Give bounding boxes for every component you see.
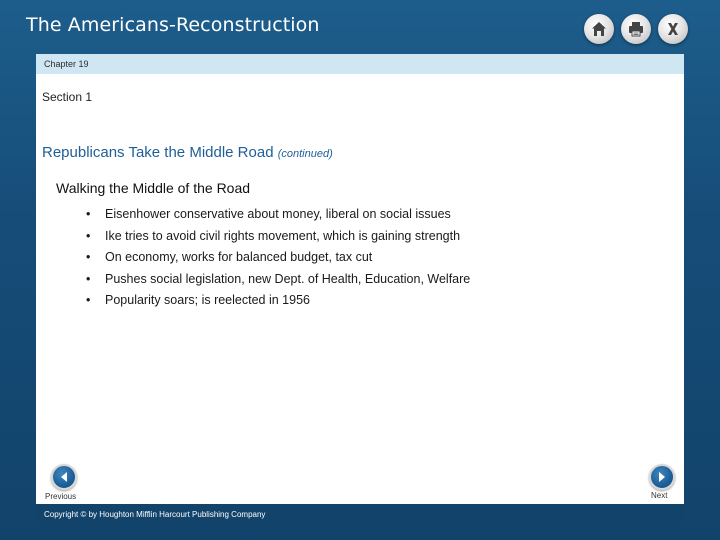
section-label: Section 1 [42,90,93,104]
copyright-bar [36,504,684,524]
bullet-item: • Eisenhower conservative about money, liberal on social issues [86,204,470,226]
app-title: The Americans-Reconstruction [26,14,320,36]
bullet-item: • Pushes social legislation, new Dept. of Health, Education, Welfare [86,269,470,291]
home-button[interactable] [584,14,614,44]
previous-label[interactable]: Previous [45,492,77,501]
close-button[interactable] [658,14,688,44]
chapter-label: Chapter 19 [44,59,89,69]
chapter-bar [36,54,684,74]
close-icon [664,20,682,38]
arrow-left-icon [58,471,70,483]
slide-heading-text: Republicans Take the Middle Road [42,144,274,161]
slide-subheading: Walking the Middle of the Road [56,180,251,196]
next-button[interactable] [649,464,675,490]
print-icon [627,20,645,38]
arrow-right-icon [656,471,668,483]
bullet-item: • Popularity soars; is reelected in 1956 [86,290,470,312]
bullet-item: • On economy, works for balanced budget, tax cut [86,247,470,269]
slide-heading-suffix: (continued) [277,148,333,160]
previous-button[interactable] [51,464,77,490]
next-label[interactable]: Next [651,491,668,500]
slide-content [36,74,684,504]
print-button[interactable] [621,14,651,44]
bullet-list [86,204,470,312]
top-toolbar [584,14,688,44]
copyright-text: Copyright © by Houghton Mifflin Harcourt Publishing Company [44,509,266,519]
home-icon [590,20,608,38]
slide-heading [42,144,333,161]
bullet-item: • Ike tries to avoid civil rights movement, which is gaining strength [86,226,470,248]
